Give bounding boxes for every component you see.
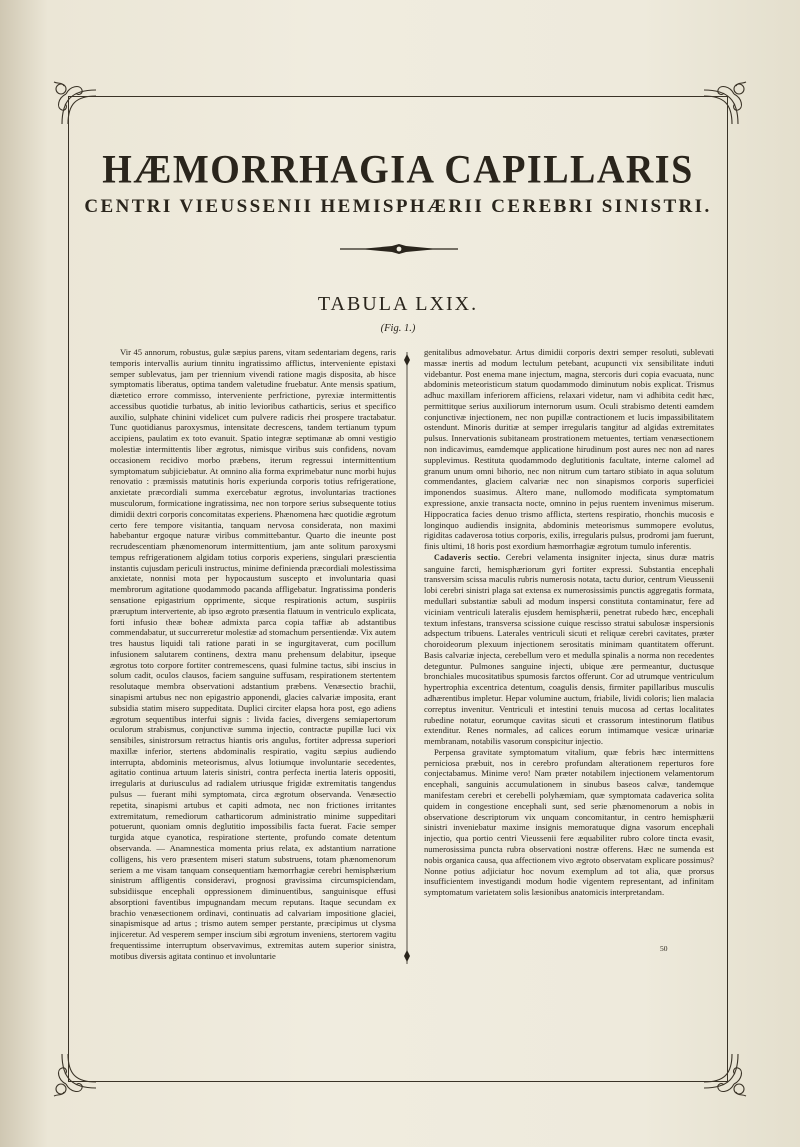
title-divider-ornament — [340, 242, 458, 256]
column-separator-rule — [403, 352, 411, 964]
autopsy-heading: Cadaveris sectio. — [434, 552, 501, 562]
autopsy-text: Cerebri velamenta insigniter injecta, sinus duræ matris sanguine farcti, hemisphæriorum gyri fortiter expressi. Substantia encephali transversim scissa maculis rubris numerosis notata, tactu durior, centrum Vieussenii lobi cerebri sinistri plaga sat extensa ex numerosissimis punctis aggregatis formata, medullari substantiæ sabuli ad modum inspersi constituta contaminatur, fere ad viciniam ventriculi lateralis ejusdem hemisphærii, penetrat rubedo hæc, encephali textum infestans, transversa scissione cuique rescisso stratui sabulosæ inspersionis adspectum tribuens. Laterales ventriculi sicuti et reliquæ cerebri cavitates, præter choroideorum plexuum injectionem serositatis minimam quantitatem offerunt. Basis calvariæ injecta, cerebellum vero et medulla spinalis a norma non recedentes deteguntur. Pulmones sanguine injecti, ubique ære permeantur, ductusque bronchiales mucositatibus spumosis farctos offerunt. Cor ad utrumque ventriculum hypertrophia excentrica detentum, coagulis densis, firmiter papillaribus musculis adhærentibus impletur. Hepar volumine auctum, friabile, lividi coloris; lien malacia correptus invenitur. Ventriculi et intestini tenuis mucosa ad certas localitates rubedine notatur, eorumque cavitas sicuti et crassorum intestinorum flatibus extenditur. Renes normales, ad calices eorum intimamque vesicæ urinariæ membranam, notabilis vasorum conspicitur injectio. — [424, 551, 714, 747]
paragraph-autopsy — [424, 552, 714, 747]
page-title: HÆMORRHAGIA CAPILLARIS — [102, 147, 694, 193]
plate-number: TABULA LXIX. — [317, 293, 479, 315]
corner-ornament-bottom-left — [52, 1052, 98, 1098]
corner-ornament-bottom-right — [702, 1052, 748, 1098]
page-number: 50 — [660, 944, 668, 953]
corner-ornament-top-right — [702, 80, 748, 126]
corner-ornament-top-left — [52, 80, 98, 126]
paragraph-clinical-course: genitalibus admovebatur. Artus dimidii corporis dextri semper resoluti, sublevati massæ inertis ad modum lectulum petebant, acupuncti vix sensibilitate induti videbantur. Post enema mane injectum, magna, stercoris duri copia evacuata, nunc abdominis meteoristicum statum quodammodo diminutum nobis explicat. Trismus adhuc maxillam inferiorem afficiens, relaxari videtur, nam vi adhibita cedit hæc, permittitque serius auxiliorum internorum usum. Oculi strabismo detenti eamdem conjunctivæ injectionem, nec non pupillæ contractionem et lucis impassibilitatem ostendunt. Minoris duritiæ at semper irregularis tangitur ad algidas extremitates pulsus. Innervationis subitaneam prostrationem metuentes, tertiam venæsectionem non indicavimus, eamdemque applicatione hirudinum post aures nec non ad nares supplevimus. Restituta quodammodo deglutitionis facultate, interne calomel ad granum unum omni bihorio, nec non nitrum cum tartaro stibiato in aqua solutum commendantes, glaciem calvariæ nec non sinapismos corporis superficiei imponendos suasimus. Altero mane, nullomodo modificata symptomatum expressione, anxie transacta nocte, omnino in pejus ruentem invenimus miserum. Hippocratica facies denuo trismo afflicta, stertens respiratio, rhonchis mucosis e longinquo audiendis insignita, abdominis meteorismus summopere evolutus, rigiditas cadaverosa totius corporis, exilis, irregularis pulsus, prodromi jam fuerunt, finis ultimi, 18 horis post exordium hæmorrhagiæ ægrotum tumulo inferentis. — [424, 347, 714, 552]
text-column-right — [424, 347, 714, 898]
text-column-left — [110, 347, 396, 962]
figure-reference: (Fig. 1.) — [380, 323, 416, 334]
page-subtitle: CENTRI VIEUSSENII HEMISPHÆRII CEREBRI SINISTRI. — [84, 196, 712, 217]
paragraph-epicrisis: Perpensa gravitate symptomatum vitalium, quæ febris hæc intermittens perniciosa præbuit, nos in cerebro profundam alterationem reperturos fore conjectabamus. Minime vero! Nam præter notabilem injectionem velamentorum encephali, sanguinis accumulationem in sinubus baseos calvæ, tandemque manifestam cerebri et cerebelli polyhæmiam, quæ symptomata cadaverica solita quidem in congestione encephali sunt, sed serie phænomenorum a nobis in observatione descriptorum vix unquam concomitantur, in centro hemisphærii sinistri inveniebatur maxime insignis memoratuque digna vasorum encephali injectio, qua portio centri Vieussenii fere æquabiliter rubro colore tincta evasit, numerosissima puncta rubra observationi nostræ offerens. Hæc ne sumenda est nobis organica causa, qua affectionem vivo ægroto observatam explicare possimus? Nonne potius adjiciatur hoc novum exemplum ad tot alia, quæ prorsus insufficientem investigandi modum hodie vigentem representant, ad infinitam symptomatum varietatem solis læsionibus anatomicis interpretandam. — [424, 746, 714, 898]
paragraph-case-history: Vir 45 annorum, robustus, gulæ sæpius parens, vitam sedentariam degens, raris temporis intervallis aurium tinnitu ingratissimo afflictus, interveniente epistaxi semper sublevatus, jam per triennium vivendi ratione magis disposita, ab hisce symptomatis liberatus, optima tandem valetudine fruebatur. Ante mensis spatium, diætetico errore commisso, interveniente perfrictione, pyrexiæ intermittentis accessibus quotidie turbatus, ab initio levioribus catharticis, serius et specifico auxilio, sulphate chinini videlicet cum pulvere radicis rhei prospere tractabatur. Tunc quotidianus paroxysmus, intensitate decrescens, tandem tertianum typum accipiens, paulatim ex toto evanuit. Spatio integræ septimanæ ab omni vestigio molestiæ intermittentis liber ægrotus, nimisque viribus suis confidens, novam occasionem recidivo morbo præbens, iterum regressui intermittentium symptomatum subjiciebatur. At omnino alia forma exprimebatur nunc morbi hujus renovatio : præmissis matutinis horis experiunda corporis totius refrigeratione, anxietate præcordiali summa exercebatur ægrotus, involuntarias tractiones musculorum, formicatione ingratissima, nec non torpore serius subsequente totius dimidii dextri corporis concomitatas experiens. Phænomena hæc quotidie ægrotum certo fere tempore visitantia, tanquam nervosa considerata, non maximi habebantur ergoque naturæ viribus committebantur. Quarto die ineunte post recrudescentiam phænomenorum intermittentium, jam ante solitum paroxysmi tempus refrigerationem algidam totius corporis experiens, singulari præscientia instantis cujusdam periculi instructus, minime definienda præcordiali molestissima anxietate, nonnisi mota per hypocaustum suscepto et involuntaria quasi membrorum agitatione quodammodo pacanda affligebatur. Ingratissima ponderis sensatione epigastrium opprimente, sicque respirationis actum, suspiriis præruptum intervertente, ab ipso ægroto præsentia flatuum in ventriculo explicata, forti infusio theæ boheæ admixta parca copia taffiæ ab adstantibus commendabatur, ut succurreretur molestiæ ad stomachum persentiendæ. Vix autem tres haustus liquidi tali ratione parati in se ingurgitaverat, cum pocillum infusionem salutarem continens, dextra manu prehensum delabitur, ipseque ægrotus toto corpore fortiter contremescens, quasi fulmine tactus, sibi inscius in solum cadit, oculos clausos, faciem sanguine suffusam, respirationem stertentem resolutaque membra observationi adstantium præbens. Venæsectio brachii, sinapismi artubus nec non epigastrio apponendi, glacies calvariæ imposita, erant subsidia statim misero suppeditata. Duplici circiter elapsa hora post, ego adiens ægrotum sequentibus interfui signis : livida facies, divergens semiapertorum oculorum strabismus, conjunctivæ summa injectio, contractæ pupillæ luci vix sensibiles, sinistrorsum retractus hiantis oris angulus, fortiter adpressa superiori maxillæ inferior, stertens abdominalis respiratio, vagitu sæpius audiendo interrupta, abdominis meteorismus, alvus lotiumque involuntarie secedentes, agitatio continua artuum lateris sinistri, contra perfecta inertia lateris oppositi, irregularis at duriusculus ad radialem utriusque frigidæ extremitatis tangendus pulsus — fuerant mihi symptomata, circa ægrotum observanda. Venæsectio repetita, sinapismi artubus et capiti admota, nec non frictiones irritantes extremitatum, remediorum catharticorum administratio minime suppeditari potuerunt, quoniam omnis deglutitio impossibilis facta fuerat. Facie semper turgida atque cyanotica, respiratione stertente, profundo comate detentum observanda. — Anamnestica momenta prius relata, ex adstantium narratione colligens, his vero præsentem miseri statum substruens, totam phænomenorum seriem a me visam tanquam consequentiam hæmorrhagiæ cerebri hemisphærium sinistrum affligentis consideravi, prognosi gravissima circumspiciendam, subsidiisque encephali oppressionem diminuentibus, sanguinisque effusi absorptioni faventibus impugnandam mecum reputans. Itaque secundam ex brachio venæsectionem ordinavi, continuatis ad calvariam impositione glaciei, sinapismisque ad artus ; trismo autem semper perstante, præcipimus ut clysma injiceretur. Ad vesperem semper inscium sibi ægrotum inveniens, stertorem vagitu frequentissime interruptum observavimus, extremitas autem superior sinistra, motibus diversis agitata continuo et involuntarie — [110, 347, 396, 961]
